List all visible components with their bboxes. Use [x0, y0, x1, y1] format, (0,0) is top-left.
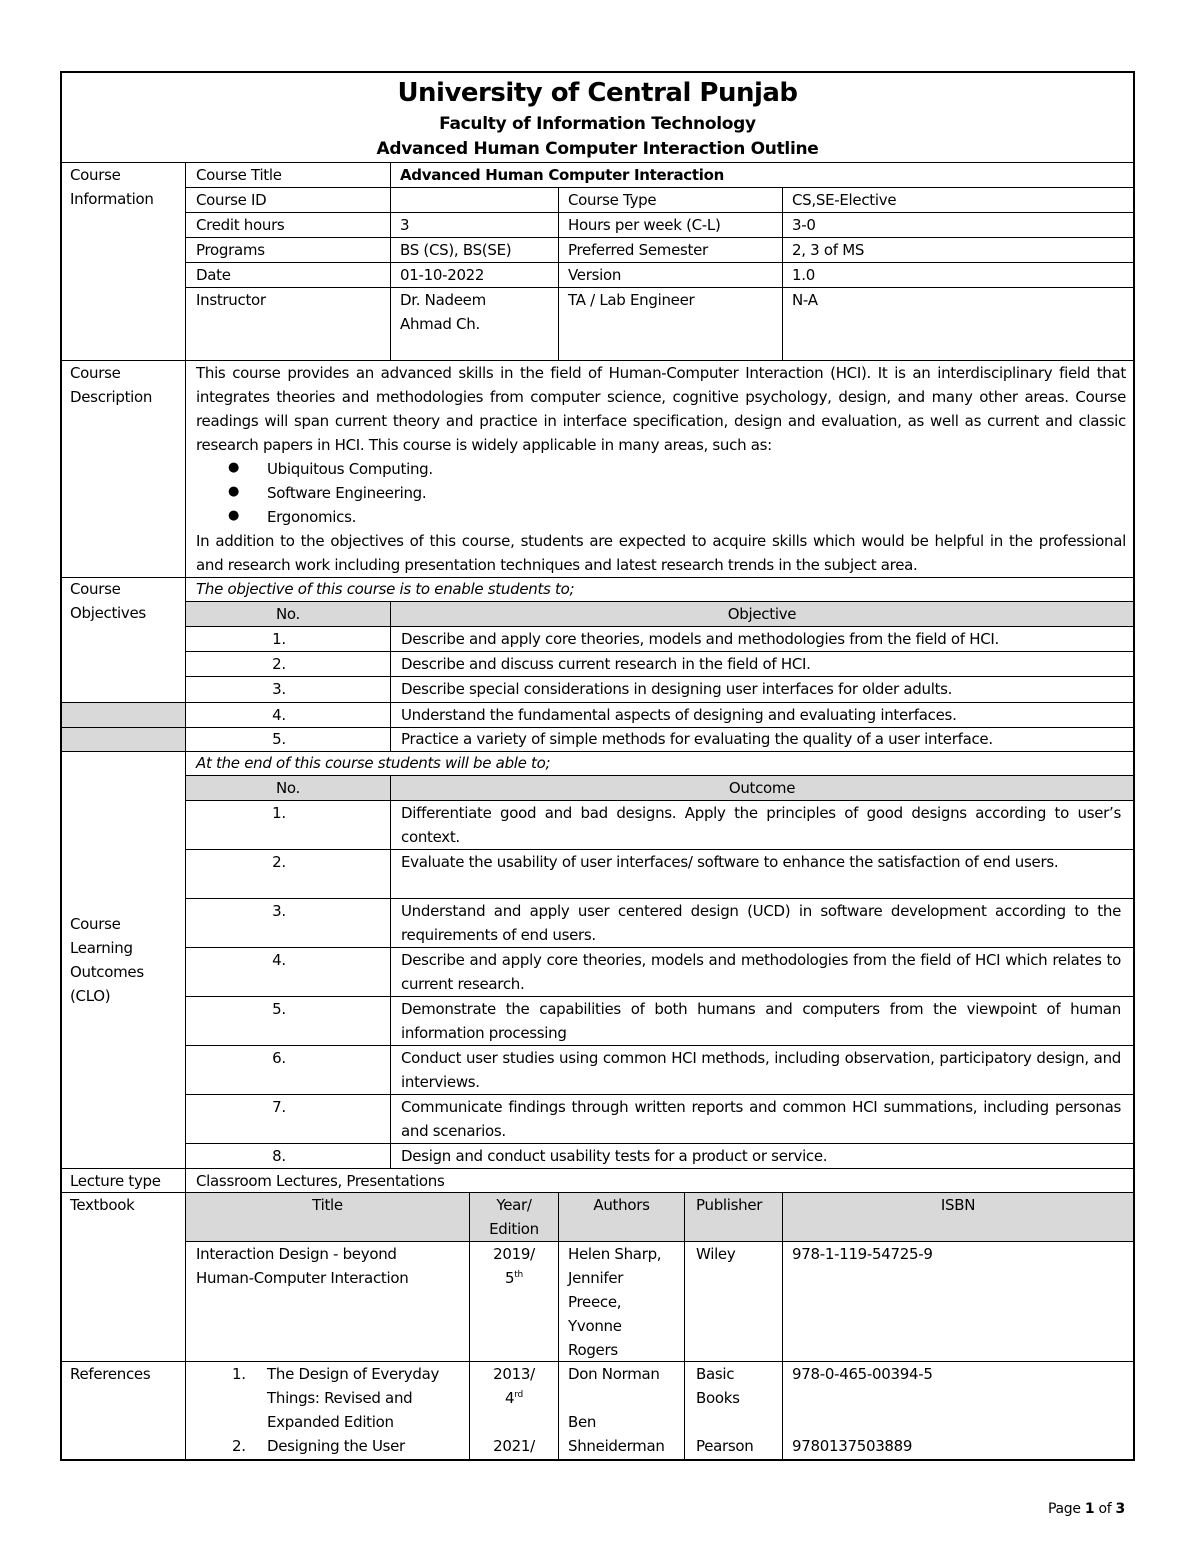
textbook-author: Yvonne [568, 1317, 622, 1335]
reference-no: 2. [232, 1437, 246, 1455]
objectives-col-objective: Objective [727, 605, 797, 623]
objective-text: Describe and apply core theories, models and methodologies from the field of HCI. [401, 630, 999, 648]
course-info-section-label: Course Information [70, 166, 154, 208]
objective-no: 1. [272, 630, 286, 648]
textbook-title-line2: Human-Computer Interaction [196, 1269, 409, 1287]
description-bullet-2: Software Engineering. [267, 484, 427, 502]
programs-value: BS (CS), BS(SE) [400, 241, 512, 259]
clo-no: 4. [272, 951, 286, 969]
references-label: References [70, 1365, 151, 1383]
credit-hours-label: Credit hours [196, 216, 285, 234]
textbook-col-year: Year/ [496, 1196, 532, 1214]
clo-text: Design and conduct usability tests for a product or service. [401, 1147, 828, 1165]
textbook-col-title: Title [312, 1196, 343, 1214]
clo-no: 7. [272, 1098, 286, 1116]
ta-label: TA / Lab Engineer [568, 291, 695, 309]
reference-year: 2013/ [493, 1365, 535, 1383]
programs-label: Programs [196, 241, 265, 259]
reference-title-line: Things: Revised and [267, 1389, 413, 1407]
page-number: Page 1 of 3 [1048, 1501, 1125, 1517]
textbook-author: Rogers [568, 1341, 618, 1359]
preferred-semester-value: 2, 3 of MS [792, 241, 865, 259]
clo-text: Describe and apply core theories, models and methodologies from the field of HCI which relates to current research. [401, 951, 1121, 993]
reference-publisher: Pearson [696, 1437, 754, 1455]
clo-col-outcome: Outcome [728, 779, 796, 797]
clo-no: 5. [272, 1000, 286, 1018]
course-type-value: CS,SE-Elective [792, 191, 897, 209]
objective-text: Practice a variety of simple methods for evaluating the quality of a user interface. [401, 730, 993, 748]
reference-year: 2021/ [493, 1437, 535, 1455]
reference-isbn: 978-0-465-00394-5 [792, 1365, 933, 1383]
hours-per-week-value: 3-0 [792, 216, 816, 234]
description-closing: In addition to the objectives of this course, students are expected to acquire skills which would be helpful in the professional and research work including presentation techniques and latest research trends in the subject area. [196, 532, 1126, 574]
textbook-author: Helen Sharp, [568, 1245, 662, 1263]
textbook-year: 2019/ [493, 1245, 535, 1263]
reference-title-line: Designing the User [267, 1437, 405, 1455]
reference-isbn: 9780137503889 [792, 1437, 913, 1455]
textbook-title-line1: Interaction Design - beyond [196, 1245, 397, 1263]
description-section-label: Course Description [70, 364, 153, 406]
lecture-type-label: Lecture type [70, 1172, 161, 1190]
reference-edition: 4rd [505, 1389, 523, 1407]
description-bullet-3: Ergonomics. [267, 508, 357, 526]
course-id-label: Course ID [196, 191, 267, 209]
reference-publisher-line: Books [696, 1389, 740, 1407]
course-title-label: Course Title [196, 166, 282, 184]
objectives-intro: The objective of this course is to enable students to; [196, 580, 575, 598]
textbook-col-isbn: ISBN [940, 1196, 976, 1214]
date-value: 01-10-2022 [400, 266, 485, 284]
bullet-icon: ● [228, 484, 240, 499]
bullet-icon: ● [228, 460, 240, 475]
textbook-author: Jennifer [568, 1269, 624, 1287]
university-name: University of Central Punjab [397, 78, 798, 108]
description-intro: This course provides an advanced skills in the field of Human-Computer Interaction (HCI). It is an interdisciplinary field that integrates theories and methodologies from computer science, cognitive psychology, design, and many other areas. Course readings will span current theory and practice in interface specification, design and evaluation, as well as current and classic research papers in HCI. This course is widely applicable in many areas, such as: [196, 364, 1126, 454]
clo-text: Evaluate the usability of user interfaces/ software to enhance the satisfaction of end users. [401, 853, 1059, 871]
instructor-value-line1: Dr. Nadeem [400, 291, 486, 309]
ta-value: N-A [792, 291, 818, 309]
reference-author: Ben [568, 1413, 597, 1431]
course-title-value: Advanced Human Computer Interaction [400, 166, 724, 184]
instructor-value-line2: Ahmad Ch. [400, 315, 480, 333]
faculty-name: Faculty of Information Technology [439, 114, 756, 134]
textbook-edition: 5th [505, 1269, 523, 1287]
clo-no: 1. [272, 804, 286, 822]
objective-text: Describe and discuss current research in the field of HCI. [401, 655, 811, 673]
course-type-label: Course Type [568, 191, 657, 209]
objective-no: 5. [272, 730, 286, 748]
textbook-isbn: 978-1-119-54725-9 [792, 1245, 933, 1263]
objective-no: 4. [272, 706, 286, 724]
clo-section-label: Course Learning Outcomes (CLO) [70, 915, 144, 1005]
reference-title-line: Expanded Edition [267, 1413, 394, 1431]
textbook-col-edition: Edition [489, 1220, 539, 1238]
textbook-col-authors: Authors [593, 1196, 650, 1214]
clo-text: Communicate findings through written reports and common HCI summations, including personas and scenarios. [401, 1098, 1121, 1140]
hours-per-week-label: Hours per week (C-L) [568, 216, 721, 234]
reference-author: Don Norman [568, 1365, 660, 1383]
objectives-col-no: No. [275, 605, 300, 623]
objective-no: 3. [272, 680, 286, 698]
objective-text: Describe special considerations in designing user interfaces for older adults. [401, 680, 953, 698]
objective-text: Understand the fundamental aspects of designing and evaluating interfaces. [401, 706, 957, 724]
reference-publisher-line: Basic [696, 1365, 735, 1383]
clo-no: 6. [272, 1049, 286, 1067]
lecture-type-value: Classroom Lectures, Presentations [196, 1172, 445, 1190]
clo-col-no: No. [275, 779, 300, 797]
preferred-semester-label: Preferred Semester [568, 241, 708, 259]
objectives-section-label: Course Objectives [70, 580, 146, 622]
outline-title: Advanced Human Computer Interaction Outline [376, 139, 819, 159]
textbook-author: Preece, [568, 1293, 622, 1311]
clo-text: Conduct user studies using common HCI methods, including observation, participatory design, and interviews. [401, 1049, 1121, 1091]
date-label: Date [196, 266, 231, 284]
reference-author: Shneiderman [568, 1437, 665, 1455]
clo-intro: At the end of this course students will be able to; [196, 754, 551, 772]
clo-no: 3. [272, 902, 286, 920]
version-label: Version [568, 266, 622, 284]
version-value: 1.0 [792, 266, 815, 284]
textbook-publisher: Wiley [696, 1245, 736, 1263]
clo-text: Differentiate good and bad designs. Apply the principles of good designs according to user’s context. [401, 804, 1121, 846]
credit-hours-value: 3 [400, 216, 410, 234]
textbook-label: Textbook [70, 1196, 135, 1214]
clo-text: Demonstrate the capabilities of both humans and computers from the viewpoint of human information processing [401, 1000, 1121, 1042]
textbook-col-publisher: Publisher [696, 1196, 763, 1214]
bullet-icon: ● [228, 508, 240, 523]
instructor-label: Instructor [196, 291, 266, 309]
clo-no: 2. [272, 853, 286, 871]
clo-text: Understand and apply user centered design (UCD) in software development according to the requirements of end users. [401, 902, 1121, 944]
clo-no: 8. [272, 1147, 286, 1165]
reference-no: 1. [232, 1365, 246, 1383]
objective-no: 2. [272, 655, 286, 673]
reference-title-line: The Design of Everyday [267, 1365, 440, 1383]
description-bullet-1: Ubiquitous Computing. [267, 460, 433, 478]
